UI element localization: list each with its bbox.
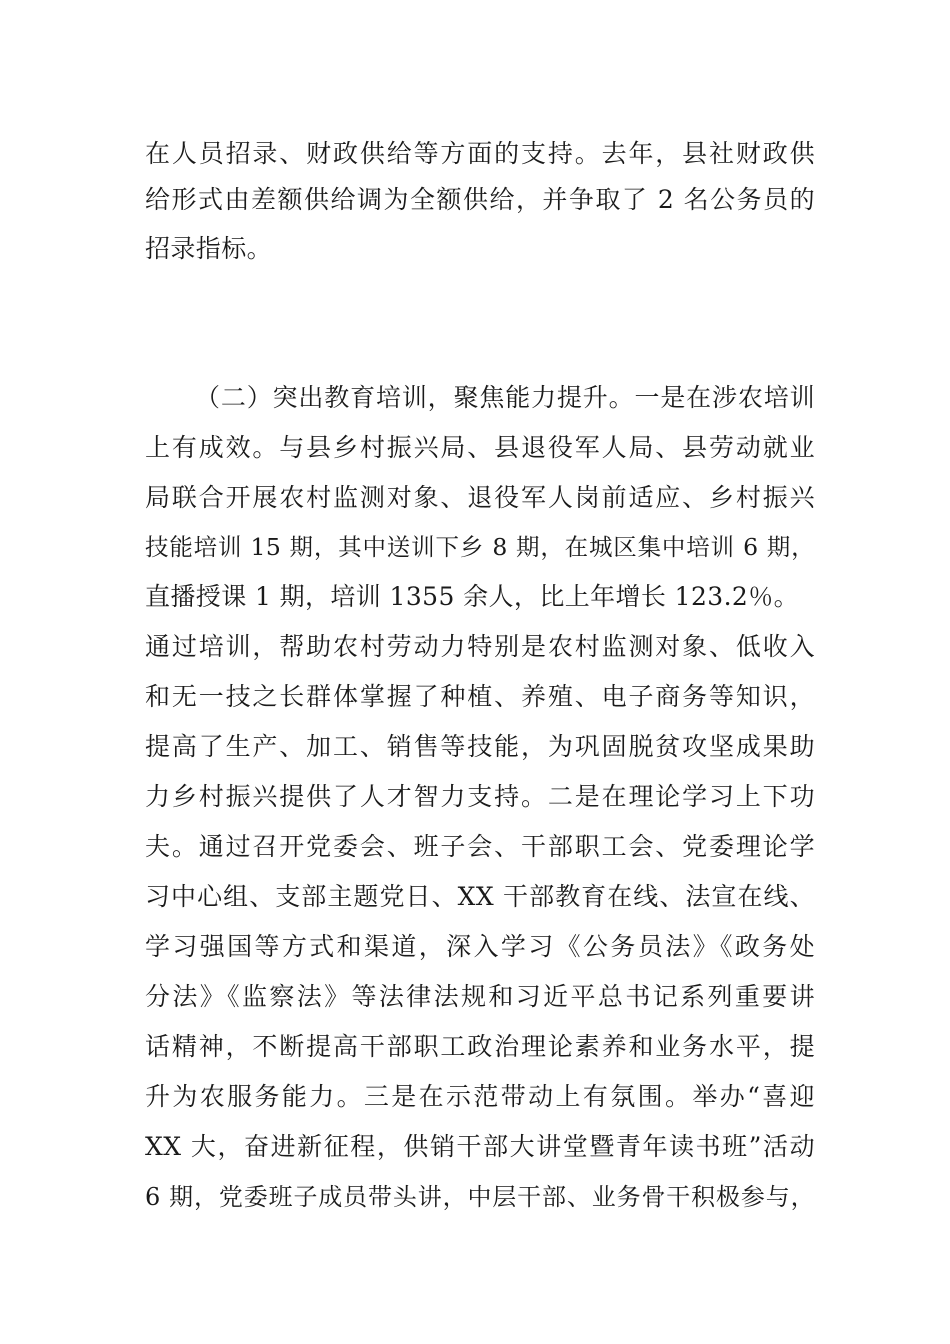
text-line: 话精神，不断提高干部职工政治理论素养和业务水平，提 bbox=[145, 1032, 815, 1061]
text-line: 在人员招录、财政供给等方面的支持。去年，县社财政供 bbox=[145, 139, 815, 168]
text-line: 习中心组、支部主题党日、XX 干部教育在线、法宣在线、 bbox=[145, 882, 815, 911]
text-line: 技能培训 15 期，其中送训下乡 8 期，在城区集中培训 6 期， bbox=[145, 533, 815, 561]
text-line: 给形式由差额供给调为全额供给，并争取了 2 名公务员的 bbox=[145, 185, 815, 214]
text-line: XX 大，奋进新征程，供销干部大讲堂暨青年读书班”活动 bbox=[145, 1132, 815, 1161]
text-line: 和无一技之长群体掌握了种植、养殖、电子商务等知识， bbox=[145, 682, 815, 711]
text-line: （二）突出教育培训，聚焦能力提升。一是在涉农培训 bbox=[195, 383, 815, 412]
text-line: 局联合开展农村监测对象、退役军人岗前适应、乡村振兴 bbox=[145, 483, 815, 512]
text-line: 招录指标。 bbox=[145, 234, 273, 263]
text-line: 直播授课 1 期，培训 1355 余人，比上年增长 123.2％。 bbox=[145, 582, 800, 611]
text-line: 分法》《监察法》等法律法规和习近平总书记系列重要讲 bbox=[145, 982, 815, 1011]
text-line: 6 期，党委班子成员带头讲，中层干部、业务骨干积极参与， bbox=[145, 1183, 815, 1211]
text-line: 升为农服务能力。三是在示范带动上有氛围。举办“喜迎 bbox=[145, 1082, 815, 1111]
text-line: 力乡村振兴提供了人才智力支持。二是在理论学习上下功 bbox=[145, 782, 815, 811]
text-line: 提高了生产、加工、销售等技能，为巩固脱贫攻坚成果助 bbox=[145, 732, 815, 761]
text-line: 夫。通过召开党委会、班子会、干部职工会、党委理论学 bbox=[145, 832, 815, 861]
text-line: 通过培训，帮助农村劳动力特别是农村监测对象、低收入 bbox=[145, 632, 815, 661]
text-line: 学习强国等方式和渠道，深入学习《公务员法》《政务处 bbox=[145, 932, 815, 961]
text-line: 上有成效。与县乡村振兴局、县退役军人局、县劳动就业 bbox=[145, 433, 815, 462]
